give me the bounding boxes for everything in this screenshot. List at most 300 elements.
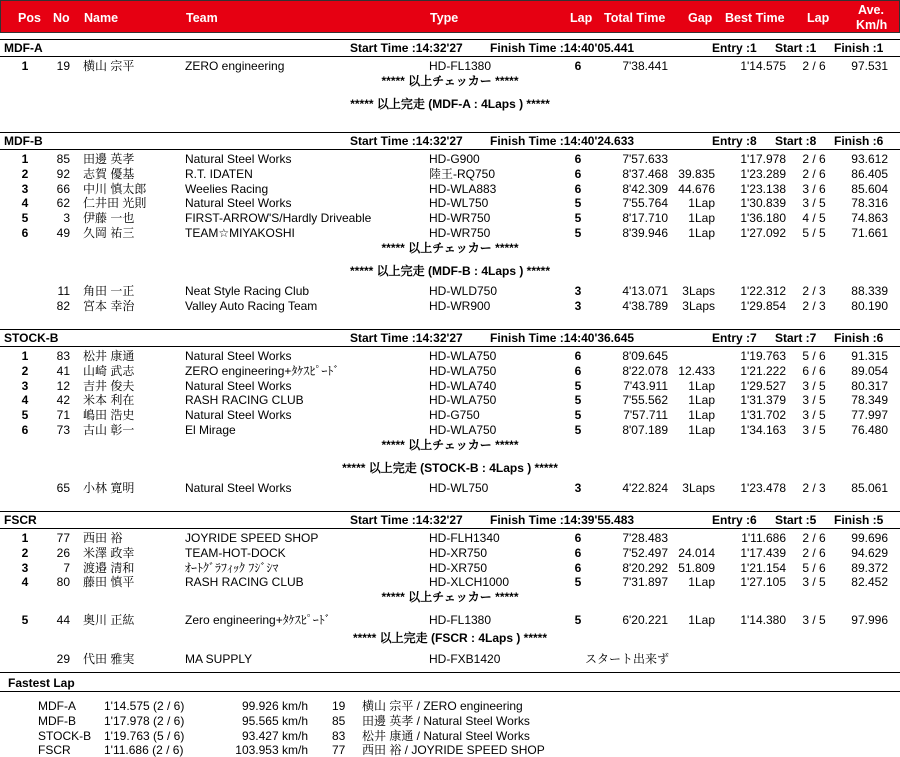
section-start-time: Start Time :14:32'27 [350, 41, 463, 55]
cell-no: 7 [63, 560, 70, 575]
cell-ave: 89.054 [851, 363, 888, 378]
col-kmh: Km/h [856, 18, 888, 32]
cell-gap: 1Lap [688, 226, 715, 240]
section-finish-time: Finish Time :14:40'05.441 [490, 41, 635, 55]
section-rule [0, 329, 900, 330]
cell-total: 7'55.764 [622, 196, 668, 211]
cell-pos: 3 [21, 560, 29, 575]
fastest-no: 85 [332, 713, 346, 728]
cell-gap: 51.809 [678, 560, 715, 575]
complete-line: ***** 以上完走 (FSCR : 4Laps ) ***** [352, 630, 548, 645]
section-start-time: Start Time :14:32'27 [350, 134, 463, 148]
cell-no: 83 [56, 349, 70, 363]
cell-lap: 5 [574, 378, 582, 393]
dns-team: MA SUPPLY [185, 651, 253, 666]
cell-best: 1'14.380 [740, 613, 786, 627]
fastest-rule [0, 672, 900, 673]
cell-name: 宮本 幸治 [83, 299, 135, 314]
section-underline [0, 528, 900, 529]
cell-bestlap: 3 / 5 [802, 575, 826, 590]
cell-best: 1'27.105 [740, 575, 786, 590]
section-title: FSCR [4, 513, 37, 527]
cell-name: 横山 宗平 [83, 59, 135, 73]
fastest-no: 77 [332, 743, 346, 757]
cell-team: Zero engineering+ﾀｹｽﾋﾟｰﾄﾞ [185, 613, 331, 627]
cell-no: 92 [56, 166, 70, 181]
cell-name: 渡邉 清和 [83, 560, 135, 575]
cell-bestlap: 4 / 5 [802, 211, 826, 226]
cell-pos: 3 [21, 181, 29, 196]
cell-gap: 1Lap [688, 423, 715, 437]
cell-best: 1'23.289 [740, 166, 786, 181]
cell-ave: 77.997 [851, 408, 888, 423]
cell-lap: 6 [574, 560, 582, 575]
checker-line: ***** 以上チェッカー ***** [381, 437, 519, 452]
cell-gap: 3Laps [682, 284, 715, 299]
cell-type: HD-WLA883 [429, 181, 497, 196]
cell-lap: 5 [574, 423, 582, 437]
cell-lap: 5 [574, 196, 582, 211]
cell-best: 1'14.575 [740, 59, 786, 73]
fastest-speed: 95.565 km/h [241, 713, 308, 728]
fastest-time: 1'17.978 (2 / 6) [104, 713, 185, 728]
section-rule [0, 511, 900, 512]
cell-total: 8'37.468 [622, 166, 668, 181]
col-team: Team [186, 11, 218, 25]
cell-bestlap: 3 / 5 [802, 613, 826, 627]
cell-name: 藤田 慎平 [83, 575, 135, 590]
cell-gap: 3Laps [682, 481, 715, 496]
cell-total: 8'22.078 [622, 363, 668, 378]
cell-no: 80 [56, 575, 70, 590]
cell-team: TEAM-HOT-DOCK [185, 545, 286, 560]
cell-team: TEAM☆MIYAKOSHI [185, 226, 295, 240]
cell-pos: 4 [21, 575, 29, 590]
fastest-rider: 西田 裕 / JOYRIDE SPEED SHOP [362, 743, 545, 757]
cell-bestlap: 3 / 6 [802, 181, 826, 196]
section-rule [0, 132, 900, 133]
cell-bestlap: 3 / 5 [802, 423, 826, 437]
cell-total: 8'07.189 [622, 423, 668, 437]
cell-type: HD-WLA750 [429, 349, 497, 363]
cell-no: 19 [56, 59, 70, 73]
cell-name: 角田 一正 [83, 284, 135, 299]
cell-no: 11 [57, 284, 70, 299]
dns-type: HD-FXB1420 [429, 651, 501, 666]
cell-team: RASH RACING CLUB [185, 393, 304, 408]
cell-best: 1'11.686 [741, 531, 786, 545]
cell-name: 松井 康通 [83, 349, 135, 363]
cell-team: Natural Steel Works [185, 152, 292, 166]
cell-lap: 5 [574, 613, 582, 627]
cell-lap: 3 [574, 481, 582, 496]
cell-total: 8'39.946 [622, 226, 668, 240]
cell-total: 8'42.309 [622, 181, 668, 196]
col-ave: Ave. [858, 3, 884, 17]
cell-bestlap: 5 / 5 [802, 226, 826, 240]
cell-type: HD-WLA750 [429, 423, 497, 437]
cell-no: 49 [56, 226, 70, 240]
checker-line: ***** 以上チェッカー ***** [381, 240, 519, 255]
cell-lap: 6 [574, 152, 582, 166]
cell-best: 1'21.154 [740, 560, 786, 575]
cell-ave: 80.190 [851, 299, 888, 314]
cell-type: HD-WR750 [429, 226, 491, 240]
cell-lap: 6 [574, 181, 582, 196]
cell-name: 中川 慎太郎 [83, 181, 147, 196]
fastest-rider: 松井 康通 / Natural Steel Works [362, 728, 530, 743]
cell-lap: 6 [574, 59, 582, 73]
col-total: Total Time [604, 11, 666, 25]
cell-gap: 1Lap [688, 575, 715, 590]
complete-line: ***** 以上完走 (MDF-A : 4Laps ) ***** [350, 96, 550, 111]
cell-best: 1'23.478 [740, 481, 786, 496]
cell-gap: 1Lap [688, 408, 715, 423]
section-underline [0, 149, 900, 150]
fastest-speed: 93.427 km/h [241, 728, 308, 743]
cell-best: 1'36.180 [740, 211, 786, 226]
section-finish-count: Finish :6 [834, 134, 884, 148]
cell-ave: 78.349 [851, 393, 888, 408]
cell-type: HD-WR900 [429, 299, 491, 314]
cell-no: 77 [56, 531, 70, 545]
cell-bestlap: 3 / 5 [802, 196, 826, 211]
checker-line: ***** 以上チェッカー ***** [381, 73, 519, 88]
cell-type: HD-FL1380 [429, 59, 492, 73]
cell-gap: 1Lap [688, 196, 715, 211]
checker-line: ***** 以上チェッカー ***** [381, 590, 519, 605]
section-title: MDF-A [4, 41, 43, 55]
section-start-count: Start :1 [775, 41, 817, 55]
cell-total: 7'57.711 [623, 408, 668, 423]
col-type: Type [430, 11, 459, 25]
cell-gap: 39.835 [678, 166, 715, 181]
cell-lap: 5 [574, 211, 582, 226]
cell-team: RASH RACING CLUB [185, 575, 304, 590]
cell-gap: 1Lap [688, 211, 715, 226]
cell-total: 8'20.292 [622, 560, 668, 575]
section-finish-time: Finish Time :14:40'24.633 [490, 134, 635, 148]
cell-bestlap: 3 / 5 [802, 378, 826, 393]
cell-type: HD-G750 [429, 408, 480, 423]
fastest-class: MDF-B [38, 713, 76, 728]
cell-bestlap: 2 / 3 [802, 481, 826, 496]
cell-best: 1'29.527 [740, 378, 786, 393]
cell-name: 奥川 正紘 [83, 613, 135, 627]
cell-team: JOYRIDE SPEED SHOP [185, 531, 319, 545]
cell-ave: 99.696 [851, 531, 888, 545]
cell-type: HD-XLCH1000 [429, 575, 510, 590]
cell-type: HD-WLA740 [429, 378, 497, 393]
cell-gap: 3Laps [682, 299, 715, 314]
cell-lap: 6 [574, 545, 582, 560]
section-finish-time: Finish Time :14:39'55.483 [490, 513, 635, 527]
cell-no: 73 [56, 423, 70, 437]
cell-pos: 1 [21, 152, 29, 166]
cell-total: 7'55.562 [622, 393, 668, 408]
fastest-title: Fastest Lap [8, 676, 75, 690]
cell-gap: 24.014 [678, 545, 715, 560]
cell-lap: 5 [574, 575, 582, 590]
cell-best: 1'19.763 [740, 349, 786, 363]
section-entry: Entry :1 [712, 41, 757, 55]
section-finish-count: Finish :6 [834, 331, 884, 345]
cell-no: 71 [56, 408, 70, 423]
section-finish-count: Finish :5 [834, 513, 884, 527]
fastest-no: 83 [332, 728, 346, 743]
results-header-bar [0, 0, 900, 33]
cell-pos: 6 [21, 423, 29, 437]
cell-name: 西田 裕 [83, 531, 123, 545]
cell-best: 1'34.163 [740, 423, 786, 437]
cell-team: Neat Style Racing Club [185, 284, 310, 299]
cell-lap: 6 [574, 349, 582, 363]
cell-team: Natural Steel Works [185, 378, 292, 393]
cell-ave: 89.372 [851, 560, 888, 575]
complete-line: ***** 以上完走 (MDF-B : 4Laps ) ***** [349, 263, 551, 278]
section-title: STOCK-B [4, 331, 59, 345]
cell-ave: 71.661 [851, 226, 888, 240]
dns-note: スタート出来ず [585, 651, 670, 666]
cell-ave: 97.531 [851, 59, 888, 73]
cell-pos: 3 [21, 378, 29, 393]
section-entry: Entry :6 [712, 513, 757, 527]
dns-no: 29 [56, 651, 70, 666]
cell-best: 1'17.978 [740, 152, 786, 166]
cell-best: 1'21.222 [740, 363, 786, 378]
cell-team: Valley Auto Racing Team [185, 299, 318, 314]
cell-ave: 82.452 [851, 575, 888, 590]
col-gap: Gap [688, 11, 713, 25]
cell-name: 嶋田 浩史 [83, 408, 135, 423]
cell-pos: 5 [21, 613, 29, 627]
cell-pos: 1 [21, 349, 29, 363]
cell-no: 82 [56, 299, 70, 314]
cell-total: 4'22.824 [622, 481, 668, 496]
fastest-no: 19 [332, 699, 346, 713]
cell-team: FIRST-ARROW'S/Hardly Driveable [185, 211, 372, 226]
fastest-rider: 田邊 英孝 / Natural Steel Works [362, 713, 530, 728]
fastest-underline [0, 691, 900, 692]
section-finish-count: Finish :1 [834, 41, 884, 55]
cell-total: 8'17.710 [622, 211, 668, 226]
cell-no: 41 [56, 363, 70, 378]
cell-total: 7'31.897 [622, 575, 668, 590]
cell-bestlap: 5 / 6 [802, 349, 826, 363]
cell-pos: 4 [21, 196, 29, 211]
cell-name: 伊藤 一也 [83, 211, 135, 226]
cell-pos: 6 [21, 226, 29, 240]
fastest-class: FSCR [38, 743, 71, 757]
cell-no: 12 [56, 378, 70, 393]
cell-type: HD-G900 [429, 152, 480, 166]
cell-best: 1'29.854 [740, 299, 786, 314]
cell-ave: 78.316 [851, 196, 888, 211]
section-start-time: Start Time :14:32'27 [350, 331, 463, 345]
cell-lap: 3 [574, 299, 582, 314]
cell-total: 6'20.221 [622, 613, 668, 627]
cell-team: Natural Steel Works [185, 481, 292, 496]
cell-type: HD-XR750 [429, 560, 488, 575]
cell-bestlap: 2 / 6 [802, 152, 826, 166]
cell-type: HD-WLA750 [429, 363, 497, 378]
cell-pos: 4 [21, 393, 29, 408]
cell-pos: 5 [21, 408, 29, 423]
cell-pos: 1 [21, 531, 29, 545]
cell-no: 66 [56, 181, 70, 196]
section-entry: Entry :7 [712, 331, 757, 345]
cell-team: ZERO engineering [185, 59, 285, 73]
cell-best: 1'27.092 [740, 226, 786, 240]
section-start-count: Start :7 [775, 331, 817, 345]
cell-gap: 1Lap [688, 613, 715, 627]
fastest-time: 1'19.763 (5 / 6) [104, 728, 185, 743]
fastest-rider: 横山 宗平 / ZERO engineering [362, 699, 523, 713]
section-start-count: Start :8 [775, 134, 817, 148]
cell-bestlap: 3 / 5 [802, 393, 826, 408]
cell-bestlap: 2 / 6 [802, 166, 826, 181]
cell-pos: 1 [21, 59, 29, 73]
dns-name: 代田 雅実 [83, 651, 135, 666]
cell-bestlap: 6 / 6 [802, 363, 826, 378]
cell-lap: 5 [574, 393, 582, 408]
cell-ave: 94.629 [851, 545, 888, 560]
cell-lap: 5 [574, 408, 582, 423]
cell-best: 1'31.379 [740, 393, 786, 408]
cell-pos: 5 [21, 211, 29, 226]
cell-best: 1'30.839 [740, 196, 786, 211]
cell-type: 陸王-RQ750 [429, 166, 496, 181]
cell-type: HD-WLD750 [429, 284, 498, 299]
cell-best: 1'22.312 [740, 284, 786, 299]
cell-total: 7'28.483 [622, 531, 668, 545]
cell-name: 小林 寛明 [83, 481, 135, 496]
cell-bestlap: 2 / 6 [802, 545, 826, 560]
cell-total: 7'52.497 [622, 545, 668, 560]
cell-name: 山崎 武志 [83, 363, 135, 378]
cell-best: 1'23.138 [740, 181, 786, 196]
cell-team: Natural Steel Works [185, 196, 292, 211]
cell-name: 仁井田 光則 [83, 196, 147, 211]
cell-name: 志賀 優基 [83, 166, 135, 181]
cell-pos: 2 [21, 545, 29, 560]
cell-total: 4'38.789 [622, 299, 668, 314]
cell-no: 62 [56, 196, 70, 211]
section-rule [0, 39, 900, 40]
col-pos: Pos [18, 11, 41, 25]
cell-total: 7'43.911 [623, 378, 668, 393]
cell-ave: 97.996 [851, 613, 888, 627]
cell-type: HD-WL750 [429, 481, 489, 496]
cell-bestlap: 2 / 3 [802, 299, 826, 314]
cell-bestlap: 3 / 5 [802, 408, 826, 423]
fastest-class: STOCK-B [38, 728, 92, 743]
cell-gap: 1Lap [688, 393, 715, 408]
section-finish-time: Finish Time :14:40'36.645 [490, 331, 635, 345]
section-title: MDF-B [4, 134, 43, 148]
cell-no: 65 [56, 481, 70, 496]
cell-name: 吉井 俊夫 [83, 378, 135, 393]
cell-team: Weelies Racing [185, 181, 269, 196]
section-start-count: Start :5 [775, 513, 817, 527]
cell-name: 米本 利在 [83, 393, 135, 408]
cell-ave: 91.315 [851, 349, 888, 363]
cell-total: 7'38.441 [622, 59, 668, 73]
cell-pos: 2 [21, 363, 29, 378]
section-entry: Entry :8 [712, 134, 757, 148]
cell-bestlap: 2 / 3 [802, 284, 826, 299]
cell-name: 米澤 政幸 [83, 545, 135, 560]
cell-team: ｵｰﾄｸﾞﾗﾌｨｯｸ ﾌｼﾞｼﾏ [185, 560, 279, 575]
cell-bestlap: 2 / 6 [802, 531, 826, 545]
fastest-speed: 103.953 km/h [235, 743, 308, 757]
cell-no: 44 [56, 613, 70, 627]
cell-ave: 76.480 [851, 423, 888, 437]
col-name: Name [84, 11, 119, 25]
cell-ave: 80.317 [851, 378, 888, 393]
cell-gap: 1Lap [688, 378, 715, 393]
cell-ave: 74.863 [851, 211, 888, 226]
cell-type: HD-WL750 [429, 196, 489, 211]
cell-name: 久岡 祐三 [83, 226, 135, 240]
cell-team: Natural Steel Works [185, 349, 292, 363]
section-underline [0, 56, 900, 57]
cell-gap: 44.676 [678, 181, 715, 196]
cell-lap: 6 [574, 363, 582, 378]
col-bestlap: Lap [807, 11, 830, 25]
cell-bestlap: 2 / 6 [802, 59, 826, 73]
cell-ave: 85.604 [851, 181, 888, 196]
cell-type: HD-WLA750 [429, 393, 497, 408]
cell-no: 3 [63, 211, 70, 226]
cell-total: 8'09.645 [622, 349, 668, 363]
cell-total: 7'57.633 [622, 152, 668, 166]
cell-type: HD-XR750 [429, 545, 488, 560]
cell-lap: 6 [574, 531, 582, 545]
cell-ave: 86.405 [851, 166, 888, 181]
fastest-class: MDF-A [38, 699, 76, 713]
cell-team: ZERO engineering+ﾀｹｽﾋﾟｰﾄﾞ [185, 363, 340, 378]
col-no: No [53, 11, 70, 25]
cell-no: 85 [56, 152, 70, 166]
cell-team: El Mirage [185, 423, 236, 437]
cell-team: Natural Steel Works [185, 408, 292, 423]
cell-name: 田邊 英孝 [83, 152, 135, 166]
cell-type: HD-FLH1340 [429, 531, 500, 545]
cell-team: R.T. IDATEN [185, 166, 253, 181]
cell-ave: 85.061 [851, 481, 888, 496]
cell-type: HD-WR750 [429, 211, 491, 226]
cell-type: HD-FL1380 [429, 613, 492, 627]
section-start-time: Start Time :14:32'27 [350, 513, 463, 527]
cell-lap: 5 [574, 226, 582, 240]
section-underline [0, 346, 900, 347]
fastest-speed: 99.926 km/h [241, 699, 308, 713]
cell-total: 4'13.071 [622, 284, 668, 299]
cell-no: 42 [56, 393, 70, 408]
cell-ave: 88.339 [851, 284, 888, 299]
cell-ave: 93.612 [851, 152, 888, 166]
cell-lap: 3 [574, 284, 582, 299]
fastest-time: 1'14.575 (2 / 6) [104, 699, 185, 713]
fastest-time: 1'11.686 (2 / 6) [104, 743, 184, 757]
cell-bestlap: 5 / 6 [802, 560, 826, 575]
complete-line: ***** 以上完走 (STOCK-B : 4Laps ) ***** [342, 460, 558, 475]
cell-name: 古山 彰一 [83, 423, 135, 437]
cell-pos: 2 [21, 166, 29, 181]
cell-best: 1'17.439 [740, 545, 786, 560]
col-best: Best Time [725, 11, 785, 25]
